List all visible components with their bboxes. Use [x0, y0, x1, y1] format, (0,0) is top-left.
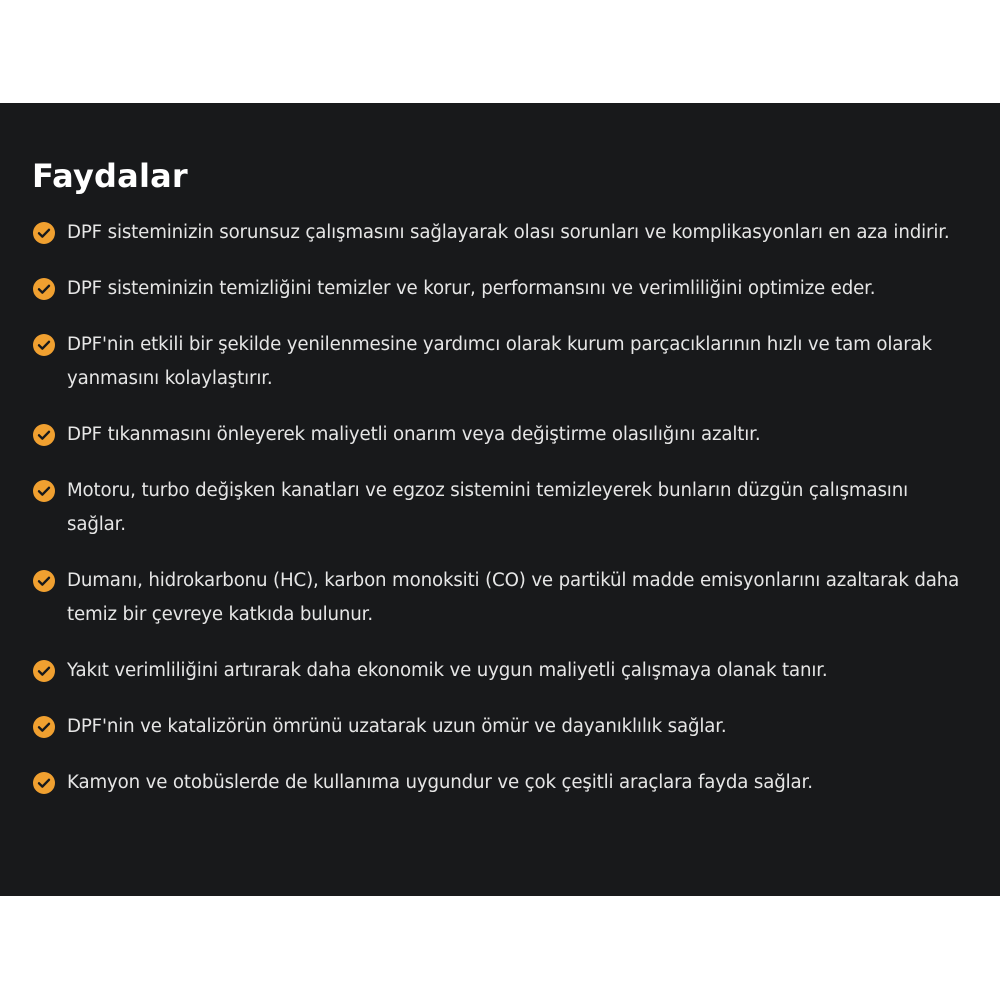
benefits-list — [32, 216, 968, 800]
list-item-text: Kamyon ve otobüslerde de kullanıma uygundur ve çok çeşitli araçlara fayda sağlar. — [67, 772, 813, 793]
list-item — [32, 418, 968, 452]
list-item — [32, 272, 968, 306]
list-item — [32, 654, 968, 688]
list-item-text: DPF sisteminizin temizliğini temizler ve korur, performansını ve verimliliğini optimize eder. — [67, 278, 876, 299]
check-circle-icon — [33, 570, 55, 592]
benefits-panel — [0, 103, 1000, 896]
list-item — [32, 710, 968, 744]
check-circle-icon — [33, 222, 55, 244]
list-item-text: Dumanı, hidrokarbonu (HC), karbon monoksiti (CO) ve partikül madde emisyonlarını azaltarak daha temiz bir çevreye katkıda bulunur. — [67, 570, 960, 625]
check-circle-icon — [33, 334, 55, 356]
check-circle-icon — [33, 660, 55, 682]
list-item — [32, 474, 968, 542]
list-item-text: Motoru, turbo değişken kanatları ve egzoz sistemini temizleyerek bunların düzgün çalışmasını sağlar. — [67, 480, 908, 535]
list-item — [32, 766, 968, 800]
list-item-text: DPF sisteminizin sorunsuz çalışmasını sağlayarak olası sorunları ve komplikasyonları en aza indirir. — [67, 222, 950, 243]
list-item — [32, 564, 968, 632]
section-title: Faydalar — [32, 157, 188, 195]
check-circle-icon — [33, 716, 55, 738]
check-circle-icon — [33, 424, 55, 446]
list-item — [32, 216, 968, 250]
list-item-text: Yakıt verimliliğini artırarak daha ekonomik ve uygun maliyetli çalışmaya olanak tanır. — [67, 660, 828, 681]
list-item-text: DPF tıkanmasını önleyerek maliyetli onarım veya değiştirme olasılığını azaltır. — [67, 424, 761, 445]
list-item-text: DPF'nin etkili bir şekilde yenilenmesine yardımcı olarak kurum parçacıklarının hızlı ve tam olarak yanmasını kolaylaştırır. — [67, 334, 932, 389]
list-item-text: DPF'nin ve katalizörün ömrünü uzatarak uzun ömür ve dayanıklılık sağlar. — [67, 716, 727, 737]
list-item — [32, 328, 968, 396]
check-circle-icon — [33, 278, 55, 300]
check-circle-icon — [33, 772, 55, 794]
check-circle-icon — [33, 480, 55, 502]
